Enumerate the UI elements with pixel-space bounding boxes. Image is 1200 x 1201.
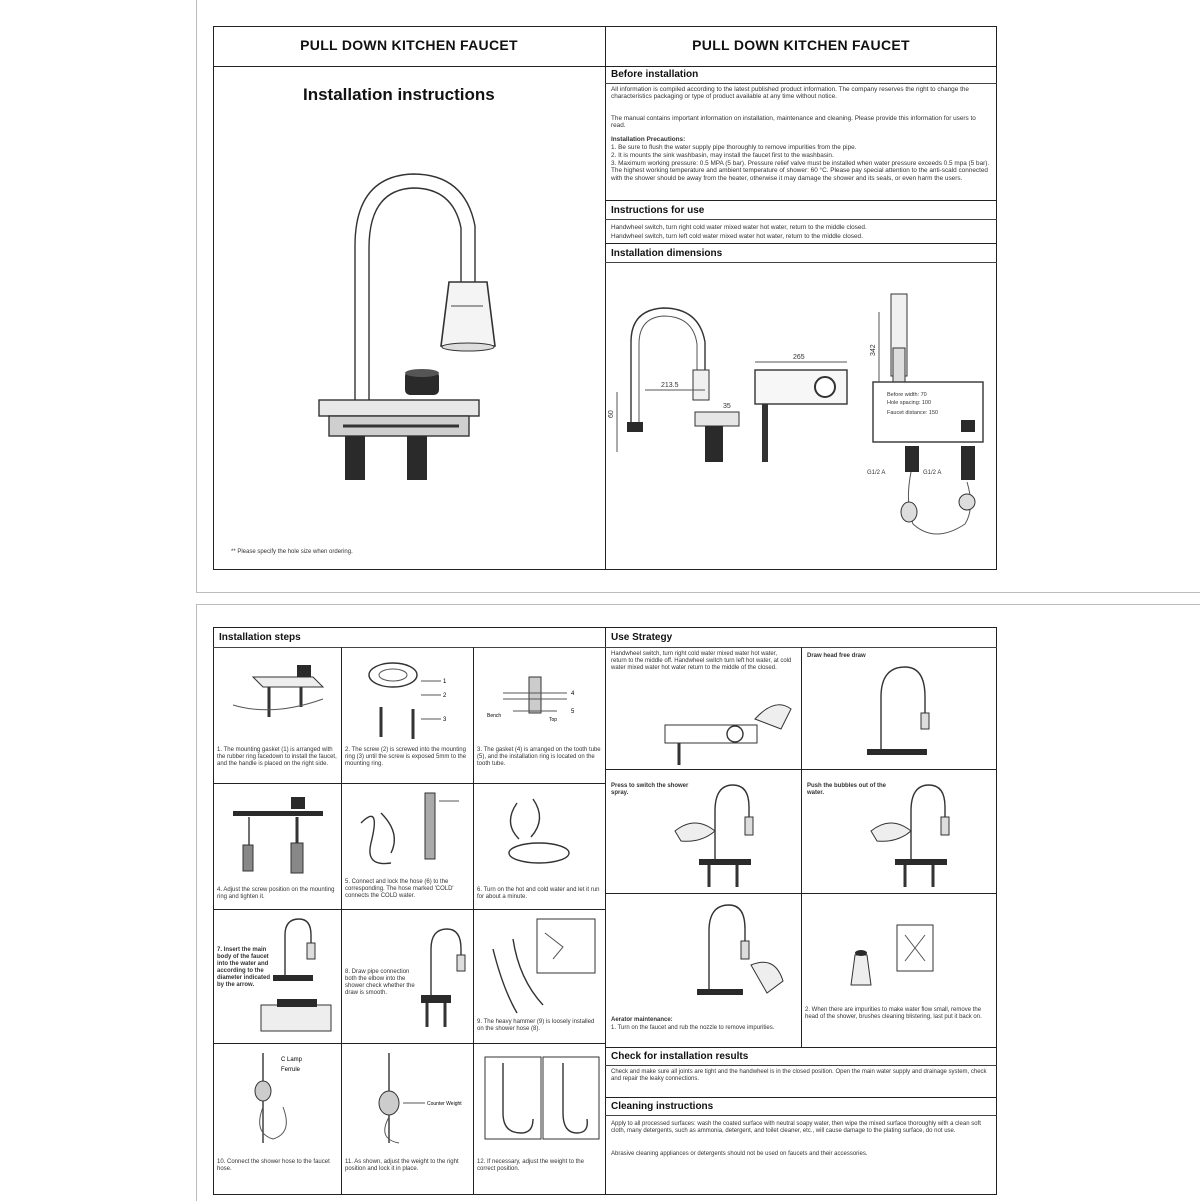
label-g12-right: G1/2 A bbox=[923, 470, 942, 476]
step-12-illustration bbox=[473, 1043, 605, 1153]
instructions-for-use-title: Instructions for use bbox=[611, 205, 705, 216]
step-6-caption: 6. Turn on the hot and cold water and let it run for about a minute. bbox=[477, 887, 600, 900]
step-9-caption: 9. The heavy hammer (9) is loosely installed on the shower hose (8). bbox=[477, 1019, 595, 1032]
cleaning-text: Apply to all processed surfaces: wash the coated surface with neutral soapy water, then wipe the mixed surface thoroughly with a clean soft cloth, many detergents, such as ammonia, detergent, and toilet cleaner, etc., will cause damage to the plating surface, do not use. bbox=[611, 1121, 981, 1134]
use-strategy-title: Use Strategy bbox=[611, 632, 673, 643]
step-3-caption: 3. The gasket (4) is arranged on the tooth tube (5), and the installation ring is located on the tooth tube. bbox=[477, 747, 601, 767]
section-line bbox=[605, 200, 997, 201]
dim-small-label: 60 bbox=[608, 410, 615, 418]
left-header-title: PULL DOWN KITCHEN FAUCET bbox=[300, 37, 518, 53]
step-3-label-4: 4 bbox=[571, 691, 575, 697]
step-2-label-3: 3 bbox=[443, 717, 447, 723]
step-2-illustration bbox=[341, 647, 473, 747]
section-line bbox=[605, 1115, 997, 1116]
step-2-label-2: 2 bbox=[443, 693, 447, 699]
precaution-3: 3. Maximum working pressure: 0.5 MPA (5 bar). Pressure relief valve must be installed when water pressure exceeds 0.5 mpa (5 bar). The highest working temperature and ambient temperature of shower: 60 °C. Please pay special attention to the anti-scald connected with the shower should be away from the heater, otherwise it may damage the shower and its seals, or even harm the users. bbox=[611, 160, 990, 182]
step-5-caption: 5. Connect and lock the hose (6) to the corresponding. The hose marked 'COLD' connects the COLD water. bbox=[345, 879, 454, 899]
section-line bbox=[605, 219, 997, 220]
use-push-bubbles-illustration bbox=[801, 771, 997, 891]
step-3-label-top: Top bbox=[549, 717, 558, 723]
step-7-caption: 7. Insert the main body of the faucet into the water and according to the diameter indicated by the arrow. bbox=[217, 947, 271, 988]
aerator-text-2: 2. When there are impurities to make water flow small, remove the head of the shower, brushes cleaning blistering, last put it back on. bbox=[805, 1007, 982, 1020]
installation-instructions-title: Installation instructions bbox=[303, 85, 495, 104]
use-push-bubbles-text: Push the bubbles out of the water. bbox=[807, 783, 886, 796]
step-1-illustration bbox=[213, 647, 341, 747]
label-g12-left: G1/2 A bbox=[867, 470, 886, 476]
step-10-caption: 10. Connect the shower hose to the faucet hose. bbox=[217, 1159, 330, 1172]
installation-steps-title: Installation steps bbox=[219, 632, 301, 643]
step-10-illustration bbox=[213, 1043, 341, 1153]
aerator-text: 1. Turn on the faucet and rub the nozzle to remove impurities. bbox=[611, 1025, 775, 1031]
dimension-drawing bbox=[605, 262, 997, 562]
section-line bbox=[605, 1097, 997, 1098]
step-3-illustration bbox=[473, 647, 605, 747]
step-2-label-1: 1 bbox=[443, 679, 447, 685]
use-handwheel-illustration bbox=[605, 689, 801, 769]
grid-line bbox=[605, 769, 997, 770]
section-line bbox=[605, 83, 997, 84]
grid-line bbox=[605, 1047, 997, 1048]
step-4-illustration bbox=[213, 783, 341, 883]
page-2-sheet bbox=[196, 604, 1200, 1201]
order-footnote: ** Please specify the hole size when ordering. bbox=[231, 549, 353, 555]
step-11-caption: 11. As shown, adjust the weight to the right position and lock it in place. bbox=[345, 1159, 459, 1172]
check-installation-text: Check and make sure all joints are tight and the handwheel is in the closed position. Open the main water supply and drainage system, check and repair the leaky connections. bbox=[611, 1069, 987, 1082]
aerator-parts-illustration bbox=[801, 895, 997, 1005]
precaution-1: 1. Be sure to flush the water supply pipe thoroughly to remove impurities from the pipe. bbox=[611, 144, 857, 151]
before-installation-para2: The manual contains important information on installation, maintenance and cleaning. Please provide this information for users to read. bbox=[611, 115, 976, 130]
precautions-title: Installation Precautions: bbox=[611, 136, 686, 143]
use-press-switch-text: Press to switch the shower spray. bbox=[611, 783, 689, 796]
step-3-label-5: 5 bbox=[571, 709, 575, 715]
step-10-label-clamp: C Lamp bbox=[281, 1057, 303, 1063]
dim-height-label: 342 bbox=[870, 344, 877, 356]
step-11-label-weight: Counter Weight bbox=[427, 1101, 462, 1107]
installation-dimensions-title: Installation dimensions bbox=[611, 248, 723, 259]
dim-hole-label: 35 bbox=[723, 403, 731, 410]
step-4-caption: 4. Adjust the screw position on the mounting ring and tighten it. bbox=[217, 887, 335, 900]
use-handwheel-text: Handwheel switch, turn right cold water mixed water hot water, return to the middle off. Handwheel switch turn left hot water, at cold water mixed water hot water return to the middle of the closed. bbox=[611, 651, 792, 671]
use-draw-head-illustration bbox=[801, 657, 997, 767]
step-1-caption: 1. The mounting gasket (1) is arranged with the rubber ring facedown to install the faucet, and the handle is placed on the right side. bbox=[217, 747, 337, 767]
label-faucet-distance: Faucet distance: 150 bbox=[887, 410, 939, 416]
grid-line bbox=[605, 893, 997, 894]
step-8-caption: 8. Draw pipe connection both the elbow into the shower check whether the draw is smooth. bbox=[345, 969, 415, 996]
aerator-faucet-illustration bbox=[605, 895, 801, 1015]
use-press-switch-illustration bbox=[605, 771, 801, 891]
step-10-label-ferrule: Ferrule bbox=[281, 1067, 301, 1073]
step-2-caption: 2. The screw (2) is screwed into the mounting ring (3) until the screw is exposed 5mm to the mounting ring. bbox=[345, 747, 467, 767]
step-6-illustration bbox=[473, 783, 605, 883]
step-12-caption: 12. If necessary, adjust the weight to the correct position. bbox=[477, 1159, 584, 1172]
right-header-title: PULL DOWN KITCHEN FAUCET bbox=[692, 37, 910, 53]
section-line bbox=[605, 243, 997, 244]
step-9-illustration bbox=[473, 909, 605, 1035]
step-3-label-bench: Bench bbox=[487, 713, 502, 719]
aerator-title: Aerator maintenance: bbox=[611, 1017, 673, 1023]
page-1-sheet bbox=[196, 0, 1200, 593]
cleaning-instructions-title: Cleaning instructions bbox=[611, 1101, 714, 1112]
section-line bbox=[605, 1065, 997, 1066]
use-draw-head-text: Draw head free draw bbox=[807, 653, 866, 659]
step-11-illustration bbox=[341, 1043, 473, 1153]
dim-reach-label: 213.5 bbox=[661, 382, 679, 389]
check-installation-title: Check for installation results bbox=[611, 1051, 749, 1062]
cleaning-text-2: Abrasive cleaning appliances or detergents should not be used on faucets and their accessories. bbox=[611, 1151, 868, 1157]
label-hole-spacing: Hole spacing: 100 bbox=[887, 400, 932, 406]
before-installation-para1: All information is compiled according to the latest published product information. The company reserves the right to change the characteristics packaging or type of product available at any time without notice. bbox=[611, 86, 969, 101]
step-5-illustration bbox=[341, 783, 473, 883]
instructions-for-use-line2: Handwheel switch, turn left cold water mixed water hot water, return to the middle closed. bbox=[611, 233, 863, 240]
instructions-for-use-line1: Handwheel switch, turn right cold water mixed water hot water, return to the middle closed. bbox=[611, 224, 867, 231]
before-installation-title: Before installation bbox=[611, 69, 699, 80]
label-before-width: Before width: 70 bbox=[887, 392, 927, 398]
dim-base-label: 265 bbox=[793, 354, 805, 361]
precaution-2: 2. It is mounts the sink washbasin, may install the faucet first to the washbasin. bbox=[611, 152, 834, 159]
faucet-illustration bbox=[213, 66, 613, 526]
